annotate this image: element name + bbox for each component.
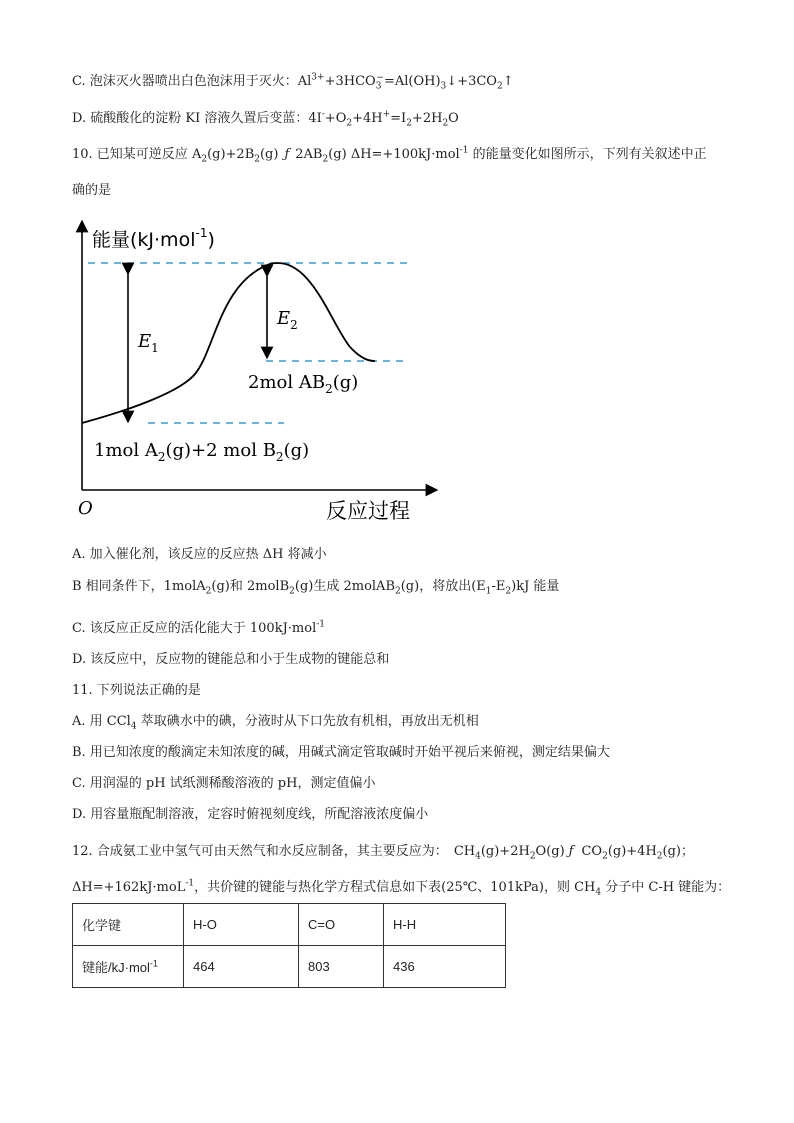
q12-stem: 12. 合成氨工业中氢气可由天然气和水反应制备，其主要反应为： $CH_4(g)+2H_2O(g)$ ƒ $CO_2(g)+4H_2(g)$； bbox=[72, 844, 694, 862]
energy-diagram bbox=[70, 212, 440, 528]
table-row bbox=[73, 946, 506, 988]
energy-curve bbox=[82, 263, 375, 423]
table-cell: C=O bbox=[299, 904, 384, 946]
y-axis-label: 能量(kJ·mol$^{-1}$) bbox=[92, 226, 215, 251]
table-cell: 803 bbox=[299, 946, 384, 988]
q10-option-a: A. 加入催化剂，该反应的反应热 ΔH 将减小 bbox=[72, 547, 327, 562]
table-cell: 464 bbox=[184, 946, 299, 988]
table-cell: 化学键 bbox=[73, 904, 184, 946]
e2-label: $E_2$ bbox=[277, 308, 298, 332]
table-header-row bbox=[73, 904, 506, 946]
q10-stem: 10. 已知某可逆反应 $A_2(g)+2B_2(g)$ ƒ $2AB_2(g)$ ΔH=+100kJ·mol$^{-1}$ 的能量变化如图所示，下列有关叙述中正 bbox=[72, 145, 707, 165]
e1-label: $E_1$ bbox=[138, 331, 159, 355]
q11-option-c: C. 用润湿的 pH 试纸测稀酸溶液的 pH，测定值偏小 bbox=[72, 776, 376, 791]
q10-stem-cont: 确的是 bbox=[72, 183, 112, 198]
q10-option-d: D. 该反应中，反应物的键能总和小于生成物的键能总和 bbox=[72, 652, 390, 667]
q11-option-a: A. 用 CCl$_4$ 萃取碘水中的碘，分液时从下口先放有机相，再放出无机相 bbox=[72, 714, 479, 732]
table-cell: 键能/kJ·mol$^{-1}$ bbox=[73, 946, 184, 988]
product-label: 2mol $AB_2(g)$ bbox=[248, 372, 359, 396]
table-cell: H-H bbox=[384, 904, 506, 946]
reactant-label: 1mol $A_2(g)+2$ mol $B_2(g)$ bbox=[94, 440, 310, 464]
bond-energy-table bbox=[72, 903, 506, 988]
equation: $Al^{3+}+3HCO_3^-=Al(OH)_3↓+3CO_2↑$ bbox=[297, 72, 514, 92]
q9-option-d: D. 硫酸酸化的淀粉 KI 溶液久置后变蓝：$4I^-+O_2+4H^+=I_2+2H_2O$ bbox=[72, 109, 459, 129]
q10-option-b: B 相同条件下，1molA$_2$(g)和 2molB$_2$(g)生成 2molAB$_2$(g)，将放出$(E_1-E_2)kJ$ 能量 bbox=[72, 579, 560, 597]
table-cell: 436 bbox=[384, 946, 506, 988]
equation: $4I^-+O_2+4H^+=I_2+2H_2O$ bbox=[308, 109, 459, 129]
q11-stem: 11. 下列说法正确的是 bbox=[72, 683, 201, 698]
q10-option-c: C. 该反应正反应的活化能大于 100kJ·mol$^{-1}$ bbox=[72, 619, 326, 636]
q11-option-b: B. 用已知浓度的酸滴定未知浓度的碱，用碱式滴定管取碱时开始平视后来俯视，测定结果偏大 bbox=[72, 745, 610, 760]
table-cell: H-O bbox=[184, 904, 299, 946]
q12-stem-cont: ΔH=+162kJ·moL$^{-1}$，共价键的键能与热化学方程式信息如下表(25℃、101kPa)，则 $CH_4$ 分子中 C-H 键能为： bbox=[72, 878, 731, 898]
x-axis-label: 反应过程 bbox=[326, 499, 410, 523]
q9-option-c: C. 泡沫灭火器喷出白色泡沫用于灭火：$Al^{3+}+3HCO_3^-=Al(OH)_3↓+3CO_2↑$ bbox=[72, 72, 514, 92]
q11-option-d: D. 用容量瓶配制溶液，定容时俯视刻度线，所配溶液浓度偏小 bbox=[72, 807, 429, 822]
origin-label: O bbox=[78, 498, 93, 519]
